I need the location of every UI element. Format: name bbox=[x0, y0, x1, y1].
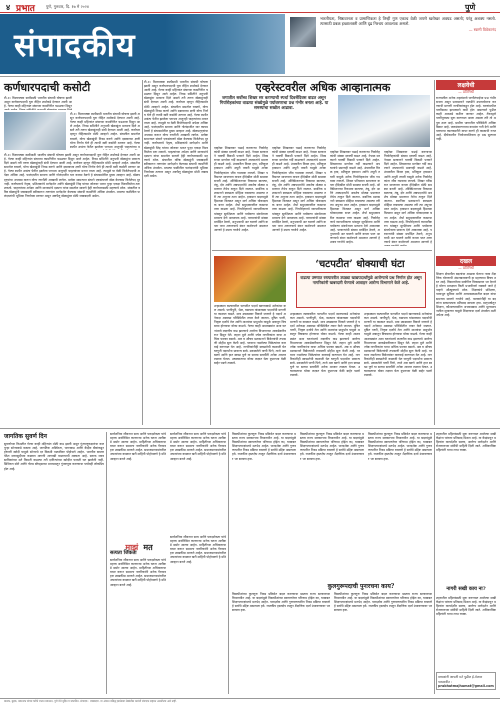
masthead-logo: प्रभात bbox=[16, 4, 35, 14]
reader-column-top-b: सार्वजनिक जीवनात सत्य आणि पारदर्शकता यांचे महत्त्व अधोरेखित करणाऱ्या अनेक घटना अलीकडे समोर आल्या आहेत. माहितीच्या अधिकाराचा वापर करून सामान्य नागरिकांनी अनेक गैरव्यवहार उघडकीस आणले आहेत. समाजमाध्यमांवरील अफवांच्या काळात खरी माहिती पोहोचवणे हे मोठे आव्हान बनले आहे. bbox=[170, 432, 226, 461]
reader-contact-box bbox=[436, 672, 496, 690]
sidebar-title: दखल bbox=[436, 256, 496, 266]
banner-artwork bbox=[165, 14, 285, 74]
divider bbox=[0, 76, 500, 77]
street-food-photo bbox=[214, 256, 286, 302]
author-portrait bbox=[290, 17, 316, 47]
headline-editorial-2: एव्हरेस्टवरील अधिक आव्हानात्मक bbox=[255, 81, 391, 94]
column-3-body: विद्यापीठांच्या कुलगुरू निवड प्रक्रियेत बदल करण्याचा प्रस्ताव राज्य सरकारच्या विचाराधीन आहे. या बदलांमुळे विद्यापीठांच्या स्वायत्ततेवर परिणाम होईल का, याबाबत शिक्षणतज्ज्ञांमध्ये मतभेद आहेत. पारदर्शक आणि गुणवत्ताधारित निवड प्रक्रिया राबवणे हे सर्वांचे उद्दिष्ट असायला हवे. राजकीय हस्तक्षेप टाळून शैक्षणिक दर्जा उंचावण्यावर भर द्यायला हवा. bbox=[232, 592, 330, 613]
city-name: पुणे bbox=[465, 3, 476, 12]
column-3-top-a: विद्यापीठांच्या कुलगुरू निवड प्रक्रियेत बदल करण्याचा प्रस्ताव राज्य सरकारच्या विचाराधीन आहे. या बदलांमुळे विद्यापीठांच्या स्वायत्ततेवर परिणाम होईल का, याबाबत शिक्षणतज्ज्ञांमध्ये मतभेद आहेत. पारदर्शक आणि गुणवत्ताधारित निवड प्रक्रिया राबवणे हे सर्वांचे उद्दिष्ट असायला हवे. राजकीय हस्तक्षेप टाळून शैक्षणिक दर्जा उंचावण्यावर भर द्यायला हवा. bbox=[232, 432, 296, 461]
headline-editorial-1: कर्णधारपदाची कसोटी bbox=[4, 81, 91, 94]
column-3-top-c: विद्यापीठांच्या कुलगुरू निवड प्रक्रियेत बदल करण्याचा प्रस्ताव राज्य सरकारच्या विचाराधीन आहे. या बदलांमुळे विद्यापीठांच्या स्वायत्ततेवर परिणाम होईल का, याबाबत शिक्षणतज्ज्ञांमध्ये मतभेद आहेत. पारदर्शक आणि गुणवत्ताधारित निवड प्रक्रिया राबवणे हे सर्वांचे उद्दिष्ट असायला हवे. राजकीय हस्तक्षेप टाळून शैक्षणिक दर्जा उंचावण्यावर भर द्यायला हवा. bbox=[368, 432, 432, 461]
sidebar-byline: — प्रतिनिधी bbox=[458, 266, 474, 270]
page-header bbox=[0, 0, 500, 13]
editorial-1-body: टी-२० विश्वचषक स्पर्धेसाठी भारतीय संघाची घोषणा झाली असून कर्णधारपदाची धुरा रोहित शर्माकडे देण्यात आली आहे. गेल्या काही महिन्यांत संघाच्या कामगिरीत चढउतार दिसून आले आहेत. निवड समितीने अनुभवी खेळाडूंना प्राधान्य दिले असले तरी तरुण खेळाडूंनाही संधी देण्यात आली आहे. कर्णधार म्हणून रोहितसमोर मोठी आव्हाने आहेत. संघातील समतोल राखणे, योग्य खेळाडूंची निवड करणे आणि दबावाच्या क्षणी योग्य निर्णय घेणे ही त्याची खरी कसोटी ठरणार आहे. गेल्या स्पर्धेत उपांत्य फेरीत झालेला पराभव अजूनही चाहत्यांच्या मनात ताजा आहे. त्यामुळे या वेळी विजेतेपदाची अपेक्षा अधिक आहे. फलंदाजीत सातत्य आणि गोलंदाजीत धार कायम ठेवणे हे संघासमोरील मुख्य आव्हान आहे. खेळपट्ट्यांचा अभ्यास करून योग्य रणनीती आखावी लागेल. प्रत्येक सामन्यात संघाने एकसंघपणे खेळ केल्यास विजेतेपद दूर नाही. कर्णधाराचे नेतृत्व, प्रशिक्षकांचे मार्गदर्शन आणि खेळाडूंची जिद्द यांच्या जोरावर भारत पुन्हा एकदा विश्वविजेता ठरू शकतो. चाहत्यांच्या अपेक्षा आणि माध्यमांचे दडपण यांचा समतोल साधणे हेही कर्णधारासाठी महत्त्वाचे ठरेल. संघातील वरिष्ठ खेळाडूंनी जबाबदारी स्वीकारून तरुणांना मार्गदर्शन केल्यास संघाची कामगिरी अधिक उंचावेल. मधल्या फळीतील फलंदाजांची भूमिका निर्णायक ठरणार असून अष्टपैलू खेळाडूंवर मोठी जबाबदारी असेल. bbox=[4, 153, 140, 198]
sidebar-title: लक्षवेधी bbox=[436, 80, 496, 90]
column-4-body: शहरातील महिलांसाठी सुरू करण्यात आलेल्या सखी केंद्रांना चांगला प्रतिसाद मिळत आहे. या केंद्रांमधून महिलांना कायदेशीर सल्ला, आरोग्य मार्गदर्शन आणि रोजगाराच्या संधींची माहिती दिली जाते. अधिकाधिक महिलांनी याचा लाभ घ्यावा. bbox=[436, 596, 496, 617]
editorial-2-subtitle: जगातील सर्वोच्च शिखर सर करण्याची स्पर्धा दिवसेंदिवस वाढत असून गिर्यारोहकांच्या वाढत्या संख्येमुळे पर्यावरणाचा प्रश्न गंभीर बनला आहे. या समस्यांचा सखोल आढावा. bbox=[219, 95, 329, 110]
column-divider bbox=[106, 432, 107, 694]
column-2-body: सार्वजनिक जीवनात सत्य आणि पारदर्शकता यांचे महत्त्व अधोरेखित करणाऱ्या अनेक घटना अलीकडे समोर आल्या आहेत. माहितीच्या अधिकाराचा वापर करून सामान्य नागरिकांनी अनेक गैरव्यवहार उघडकीस आणले आहेत. समाजमाध्यमांवरील अफवांच्या काळात खरी माहिती पोहोचवणे हे मोठे आव्हान बनले आहे. bbox=[110, 558, 166, 587]
editorial-banner bbox=[0, 14, 285, 74]
date-line: पुणे, गुरुवार, दि. १७ मे २०२४ bbox=[46, 4, 89, 9]
column-4-top: शहरातील महिलांसाठी सुरू करण्यात आलेल्या सखी केंद्रांना चांगला प्रतिसाद मिळत आहे. या केंद्रांमधून महिलांना कायदेशीर सल्ला, आरोग्य मार्गदर्शन आणि रोजगाराच्या संधींची माहिती दिली जाते. अधिकाधिक महिलांनी याचा लाभ घ्यावा. bbox=[436, 432, 496, 453]
column-1-body: सुवर्णाच्या किमतीत गेल्या काही महिन्यांत मोठी वाढ झाली असून गुंतवणूकदारांचा कल पुन्हा सोन्याकडे वळला आहे. जागतिक अस्थिरता, चलनवाढ आणि केंद्रीय बँकांकडून होणारी खरेदी यामुळे सोन्याचे दर विक्रमी पातळीवर पोहोचले आहेत. भारतीय बाजारपेठेत सणासुदीच्या काळात मागणी आणखी वाढण्याची शक्यता आहे. सराफ व्यावसायिकांच्या मते किमती वाढल्या तरी दागिन्यांच्या खरेदीत फारशी घट झालेली नाही. डिजिटल सोने आणि गोल्ड बॉण्ड्सच्या माध्यमातून गुंतवणूक करण्याचा पर्यायही लोकप्रिय होत आहे. bbox=[4, 442, 104, 471]
cricket-photo bbox=[4, 112, 66, 150]
editorial-1-intro: टी-२० विश्वचषक स्पर्धेसाठी भारतीय संघाची घोषणा झाली असून कर्णधारपदाची धुरा रोहित शर्माकडे देण्यात आली आहे. गेल्या काही महिन्यांत संघाच्या कामगिरीत चढउतार दिसून bbox=[4, 96, 72, 109]
column-3-title: कुलगुरूपदाची पुनःरचना काय? bbox=[327, 583, 395, 590]
imprint-footer: मालक, मुद्रक, प्रकाशक यांच्या वतीने प्रभात प्रकाशन, पुणे येथे मुद्रित व प्रकाशित. संपादक : जबाबदार. या अंकात प्रसिद्ध झालेल्या लेखांतील मतांशी संपादक सहमत असतीलच असे नाही. bbox=[0, 698, 500, 708]
headline-feature: ‘चटपटीत’ धोक्याची घंटा bbox=[315, 259, 405, 270]
feature-col-2: उन्हाळ्यात रस्त्यावरील चटपटीत पदार्थ खाण्याकडे अनेकांचा कल असतो. पाणीपुरी, भेळ, वडापाव यांसारख्या पदार्थांची मागणी या काळात वाढते. मात्र उघड्यावर विकले जाणारे हे पदार्थ अनेकदा अस्वच्छ परिस्थितीत तयार केले जातात. दूषित पाणी, निकृष्ट दर्जाचे तेल आणि माश्यांचा प्रादुर्भाव यामुळे अन्नातून विषबाधा होण्याचा धोका वाढतो. गेल्या काही आठवड्यांत अशा घटनांमध्ये लक्षणीय वाढ झाल्याचे आरोग्य विभागाच्या आकडेवारीवरून दिसून येते. लहान मुले आणि ज्येष्ठ नागरिकांना याचा अधिक फटका बसतो. अन्न व औषध प्रशासनाने विक्रेत्यांची तपासणी मोहीम सुरू केली आहे. परवाना नसलेल्या विक्रेत्यांवर कारवाई करण्यात येत आहे. नागरिकांनीही स्वच्छतेची काळजी घेत घरगुती पदार्थांना प्राधान्य द्यावे. उकळलेले पाणी पिणे, ताजे अन्न खाणे आणि हात स्वच्छ धुणे या साध्या सवयींनी अनेक आजार टाळता येतात. उष्माघाताचा धोका लक्षात घेता दुपारच्या वेळी बाहेर पडणे टाळावे. bbox=[290, 312, 360, 378]
editorial-2-col-4: एव्हरेस्ट शिखरावर चढाई करणाऱ्या गिर्यारोहकांची संख्या दरवर्षी वाढत आहे. नेपाळ सरकारने यावर्षी विक्रमी परवाने दिले आहेत. शिखराच्या मार्गावर गर्दी वाढल्याने अपघातांचे प्रमाणही वाढले आहे. उंचावरील विरळ हवा, प्रतिकूल हवामान आणि अपुरी तयारी यामुळे अनेक गिर्यारोहकांना जीव गमवावा लागतो. शिखर परिसरात साचणारा कचरा हीदेखील मोठी समस्या बनली आहे. ऑक्सिजनच्या रिकाम्या बाटल्या, तंबू, दोर आणि अन्नपदार्थांचे अवशेष मोठ्या प्रमाणात तेथेच टाकून दिले जातात. स्थानिक प्रशासनाने स्वच्छता मोहिमा राबवल्या असल्या तरी त्या अपुऱ्या ठरत आहेत. हवामान बदलामुळे हिमनद्या वितळत असून मार्ग अधिक धोकादायक बनत आहेत. शेर्पा समुदायावरील कामाचा ताण वाढला आहे. गिर्यारोहणाचे व्यापारीकरण थांबवून सुरक्षितता आणि पर्यावरण संवर्धनाला प्राधान्य देणे आवश्यक आहे. परवान्यांची संख्या मर्यादित ठेवणे, अनुभवाची अट घालणे आणि कचरा परत आणण्याचे बंधन कठोरपणे अमलात आणणे हे bbox=[384, 150, 432, 245]
divider bbox=[0, 428, 500, 429]
feature-subtitle-box bbox=[296, 272, 426, 308]
editorial-1-col-a-top: टी-२० विश्वचषक स्पर्धेसाठी भारतीय संघाची घोषणा झाली असून कर्णधारपदाची धुरा रोहित शर्माकडे देण्यात आली आहे. गेल्या काही महिन्यांत संघाच्या कामगिरीत चढउतार दिसून आले आहेत. निवड समितीने अनुभवी खेळाडूंना प्राधान्य दिले असले तरी तरुण खेळाडूंनाही संधी देण्यात आली आहे. कर्णधार म्हणून रोहितसमोर मोठी आव्हाने आहेत. संघातील समतोल राखणे, योग्य खेळाडूंची निवड करणे आणि दबावाच्या क्षणी योग्य निर्णय घेणे ही त्याची खरी कसोटी ठरणार आहे. गेल्या स्पर्धेत उपांत्य फेरीत झालेला पराभव अजूनही चाहत्यांच्या म bbox=[70, 112, 140, 149]
sidebar-byline: — प्रतिनिधी bbox=[458, 90, 474, 94]
sidebar-lakshvedhi bbox=[436, 80, 496, 95]
reader-column-label: माझं bbox=[125, 542, 139, 552]
everest-photo bbox=[338, 95, 430, 147]
feature-subtitle: वाढत्या उष्म्यात रस्त्यावरील उघड्या खाद्यपदार्थांमुळे आरोग्याचे प्रश्न निर्माण होत असून नागरिकांनी खबरदारी घेण्याचे आवाहन आरोग्य विभागाने केले आहे. bbox=[300, 275, 422, 285]
editorial-2-col-3: एव्हरेस्ट शिखरावर चढाई करणाऱ्या गिर्यारोहकांची संख्या दरवर्षी वाढत आहे. नेपाळ सरकारने यावर्षी विक्रमी परवाने दिले आहेत. शिखराच्या मार्गावर गर्दी वाढल्याने अपघातांचे प्रमाणही वाढले आहे. उंचावरील विरळ हवा, प्रतिकूल हवामान आणि अपुरी तयारी यामुळे अनेक गिर्यारोहकांना जीव गमवावा लागतो. शिखर परिसरात साचणारा कचरा हीदेखील मोठी समस्या बनली आहे. ऑक्सिजनच्या रिकाम्या बाटल्या, तंबू, दोर आणि अन्नपदार्थांचे अवशेष मोठ्या प्रमाणात तेथेच टाकून दिले जातात. स्थानिक प्रशासनाने स्वच्छता मोहिमा राबवल्या असल्या तरी त्या अपुऱ्या ठरत आहेत. हवामान बदलामुळे हिमनद्या वितळत असून मार्ग अधिक धोकादायक बनत आहेत. शेर्पा समुदायावरील कामाचा ताण वाढला आहे. गिर्यारोहणाचे व्यापारीकरण थांबवून सुरक्षितता आणि पर्यावरण संवर्धनाला प्राधान्य देणे आवश्यक आहे. परवान्यांची संख्या मर्यादित ठेवणे, अनुभवाची अट घालणे आणि कचरा परत आणण्याचे बंधन कठोरपणे अमलात आणणे हे उपाय गरजेचे आहेत. bbox=[330, 150, 380, 245]
banner-title: संपादकीय bbox=[14, 26, 136, 64]
column-2-body-b: सार्वजनिक जीवनात सत्य आणि पारदर्शकता यांचे महत्त्व अधोरेखित करणाऱ्या अनेक घटना अलीकडे समोर आल्या आहेत. माहितीच्या अधिकाराचा वापर करून सामान्य नागरिकांनी अनेक गैरव्यवहार उघडकीस आणले आहेत. समाजमाध्यमांवरील अफवांच्या काळात खरी माहिती पोहोचवणे हे मोठे आव्हान बनले आहे. bbox=[170, 535, 226, 564]
column-3-top-b: विद्यापीठांच्या कुलगुरू निवड प्रक्रियेत बदल करण्याचा प्रस्ताव राज्य सरकारच्या विचाराधीन आहे. या बदलांमुळे विद्यापीठांच्या स्वायत्ततेवर परिणाम होईल का, याबाबत शिक्षणतज्ज्ञांमध्ये मतभेद आहेत. पारदर्शक आणि गुणवत्ताधारित निवड प्रक्रिया राबवणे हे सर्वांचे उद्दिष्ट असायला हवे. राजकीय हस्तक्षेप टाळून शैक्षणिक दर्जा उंचावण्यावर भर द्यायला हवा. bbox=[300, 432, 364, 461]
feature-col-3: उन्हाळ्यात रस्त्यावरील चटपटीत पदार्थ खाण्याकडे अनेकांचा कल असतो. पाणीपुरी, भेळ, वडापाव यांसारख्या पदार्थांची मागणी या काळात वाढते. मात्र उघड्यावर विकले जाणारे हे पदार्थ अनेकदा अस्वच्छ परिस्थितीत तयार केले जातात. दूषित पाणी, निकृष्ट दर्जाचे तेल आणि माश्यांचा प्रादुर्भाव यामुळे अन्नातून विषबाधा होण्याचा धोका वाढतो. गेल्या काही आठवड्यांत अशा घटनांमध्ये लक्षणीय वाढ झाल्याचे आरोग्य विभागाच्या आकडेवारीवरून दिसून येते. लहान मुले आणि ज्येष्ठ नागरिकांना याचा अधिक फटका बसतो. अन्न व औषध प्रशासनाने विक्रेत्यांची तपासणी मोहीम सुरू केली आहे. परवाना नसलेल्या विक्रेत्यांवर कारवाई करण्यात येत आहे. नागरिकांनीही स्वच्छतेची काळजी घेत घरगुती पदार्थांना प्राधान्य द्यावे. उकळलेले पाणी पिणे, ताजे अन्न खाणे आणि हात स्वच्छ धुणे या साध्या सवयींनी अनेक आजार टाळता येतात. उष्माघाताचा धोका लक्षात घेता दुपारच्या वेळी बाहेर पडणे टाळावे. bbox=[364, 312, 432, 378]
column-divider bbox=[228, 432, 229, 694]
reader-contact-line: वाचकांनी आपली मते पुढील ई-मेलवर पाठवावीत : bbox=[438, 675, 483, 684]
sidebar-1-body: राज्यातील अनेक शहरांमध्ये पाणीटंचाईचा प्रश्न गंभीर बनला असून प्रशासनाने तातडीने उपाययोजना करण्याची मागणी नागरिकांकडून होत आहे. धरणांमधील पाणीसाठा झपाट्याने कमी होत असल्याने पुढील काही आठवडे कठीण जाणार आहेत. टँकरद्वारे पाणीपुरवठा सुरू करण्यात आला असला तरी तो अपुरा ठरत आहे. ग्रामीण भागातील परिस्थिती अधिक बिकट आहे. जलसंधारणाच्या कामांना गती देणे आणि पाण्याचा काटकसरीने वापर करणे ही काळाची गरज आहे. दीर्घकालीन नियोजनाशिवाय हा प्रश्न सुटणार नाही. bbox=[436, 96, 496, 141]
sidebar-dakhal bbox=[436, 256, 496, 271]
sidebar-2-body: शिक्षण क्षेत्रातील बदलांचा आढावा घेताना नव्या शैक्षणिक धोरणाची अंमलबजावणी हा महत्त्वाचा विषय ठरत आहे. विद्यार्थ्यांच्या सर्वांगीण विकासावर भर देणारे हे धोरण प्रत्यक्षात किती प्रभावीपणे राबवले जाते हे पाहणे औत्सुक्याचे ठरेल. शिक्षकांचे प्रशिक्षण, पायाभूत सुविधा आणि अभ्यासक्रमातील बदल यांचा समन्वय साधणे गरजेचे आहे. पालकांनीही या बदलांना सकारात्मक प्रतिसाद द्यायला हवा. मातृभाषेतून शिक्षण, कौशल्याधारित अभ्यासक्रम आणि मूल्यमापनातील सुधारणा यामुळे शिक्षणाचा दर्जा उंचावेल अशी अपेक्षा आहे. bbox=[436, 272, 496, 317]
column-divider bbox=[210, 80, 211, 425]
reader-contact-email[interactable]: prabhatmajhamat@gmail.com bbox=[438, 684, 494, 688]
column-divider bbox=[434, 432, 435, 694]
column-2-title: सत्यता जिंकता bbox=[110, 550, 137, 556]
editorial-1-body-col-2: टी-२० विश्वचषक स्पर्धेसाठी भारतीय संघाची घोषणा झाली असून कर्णधारपदाची धुरा रोहित शर्माकडे देण्यात आली आहे. गेल्या काही महिन्यांत संघाच्या कामगिरीत चढउतार दिसून आले आहेत. निवड समितीने अनुभवी खेळाडूंना प्राधान्य दिले असले तरी तरुण खेळाडूंनाही संधी देण्यात आली आहे. कर्णधार म्हणून रोहितसमोर मोठी आव्हाने आहेत. संघातील समतोल राखणे, योग्य खेळाडूंची निवड करणे आणि दबावाच्या क्षणी योग्य निर्णय घेणे ही त्याची खरी कसोटी ठरणार आहे. गेल्या स्पर्धेत उपांत्य फेरीत झालेला पराभव अजूनही चाहत्यांच्या मनात ताजा आहे. त्यामुळे या वेळी विजेतेपदाची अपेक्षा अधिक आहे. फलंदाजीत सातत्य आणि गोलंदाजीत धार कायम ठेवणे हे संघासमोरील मुख्य आव्हान आहे. खेळपट्ट्यांचा अभ्यास करून योग्य रणनीती आखावी लागेल. प्रत्येक सामन्यात संघाने एकसंघपणे खेळ केल्यास विजेतेपद दूर नाही. कर्णधाराचे नेतृत्व, प्रशिक्षकांचे मार्गदर्शन आणि खेळाडूंची जिद्द यांच्या जोरावर भारत पुन्हा एकदा विश्वविजेता ठरू शकतो. चाहत्यांच्या अपेक्षा आणि माध्यमांचे दडपण यांचा समतोल साधणे हेही कर्णधारासाठी महत्त्वाचे ठरेल. संघातील वरिष्ठ खेळाडूंनी जबाबदारी स्वीकारून तरुणांना मार्गदर्शन केल्यास संघाची कामगिरी अधिक उंचावेल. मधल्या फळीतील फलंदाजांची भूमिका निर्णायक ठरणार असून अष्टपैलू खेळाडूंवर मोठी जबाबदारी असेल. bbox=[144, 80, 208, 179]
column-4-title: नागरी सखी काय ना? bbox=[446, 586, 486, 592]
page-number: ४ bbox=[6, 3, 11, 12]
column-1-title: जागतिक सुवर्ण दिन bbox=[4, 433, 47, 440]
column-divider bbox=[142, 80, 143, 425]
column-3-body-b: विद्यापीठांच्या कुलगुरू निवड प्रक्रियेत बदल करण्याचा प्रस्ताव राज्य सरकारच्या विचाराधीन आहे. या बदलांमुळे विद्यापीठांच्या स्वायत्ततेवर परिणाम होईल का, याबाबत शिक्षणतज्ज्ञांमध्ये मतभेद आहेत. पारदर्शक आणि गुणवत्ताधारित निवड प्रक्रिया राबवणे हे सर्वांचे उद्दिष्ट असायला हवे. राजकीय हस्तक्षेप टाळून शैक्षणिक दर्जा उंचावण्यावर भर द्यायला हवा. bbox=[334, 592, 432, 613]
reader-column-top-a: सार्वजनिक जीवनात सत्य आणि पारदर्शकता यांचे महत्त्व अधोरेखित करणाऱ्या अनेक घटना अलीकडे समोर आल्या आहेत. माहितीच्या अधिकाराचा वापर करून सामान्य नागरिकांनी अनेक गैरव्यवहार उघडकीस आणले आहेत. समाजमाध्यमांवरील अफवांच्या काळात खरी माहिती पोहोचवणे हे मोठे आव्हान बनले आहे. bbox=[110, 432, 166, 461]
editorial-2-col-2: एव्हरेस्ट शिखरावर चढाई करणाऱ्या गिर्यारोहकांची संख्या दरवर्षी वाढत आहे. नेपाळ सरकारने यावर्षी विक्रमी परवाने दिले आहेत. शिखराच्या मार्गावर गर्दी वाढल्याने अपघातांचे प्रमाणही वाढले आहे. उंचावरील विरळ हवा, प्रतिकूल हवामान आणि अपुरी तयारी यामुळे अनेक गिर्यारोहकांना जीव गमवावा लागतो. शिखर परिसरात साचणारा कचरा हीदेखील मोठी समस्या बनली आहे. ऑक्सिजनच्या रिकाम्या बाटल्या, तंबू, दोर आणि अन्नपदार्थांचे अवशेष मोठ्या प्रमाणात तेथेच टाकून दिले जातात. स्थानिक प्रशासनाने स्वच्छता मोहिमा राबवल्या असल्या तरी त्या अपुऱ्या ठरत आहेत. हवामान बदलामुळे हिमनद्या वितळत असून मार्ग अधिक धोकादायक बनत आहेत. शेर्पा समुदायावरील कामाचा ताण वाढला आहे. गिर्यारोहणाचे व्यापारीकरण थांबवून सुरक्षितता आणि पर्यावरण संवर्धनाला प्राधान्य देणे आवश्यक आहे. परवान्यांची संख्या मर्यादित ठेवणे, अनुभवाची अट घालणे आणि कचरा परत आणण्याचे बंधन कठोरपणे अमलात आणणे हे उपाय गरजेचे आहेत. bbox=[272, 146, 326, 232]
quote-author: — स्वामी विवेकानंद bbox=[468, 27, 496, 33]
divider bbox=[212, 250, 432, 251]
editorial-2-col-1: एव्हरेस्ट शिखरावर चढाई करणाऱ्या गिर्यारोहकांची संख्या दरवर्षी वाढत आहे. नेपाळ सरकारने यावर्षी विक्रमी परवाने दिले आहेत. शिखराच्या मार्गावर गर्दी वाढल्याने अपघातांचे प्रमाणही वाढले आहे. उंचावरील विरळ हवा, प्रतिकूल हवामान आणि अपुरी तयारी यामुळे अनेक गिर्यारोहकांना जीव गमवावा लागतो. शिखर परिसरात साचणारा कचरा हीदेखील मोठी समस्या बनली आहे. ऑक्सिजनच्या रिकाम्या बाटल्या, तंबू, दोर आणि अन्नपदार्थांचे अवशेष मोठ्या प्रमाणात तेथेच टाकून दिले जातात. स्थानिक प्रशासनाने स्वच्छता मोहिमा राबवल्या असल्या तरी त्या अपुऱ्या ठरत आहेत. हवामान बदलामुळे हिमनद्या वितळत असून मार्ग अधिक धोकादायक बनत आहेत. शेर्पा समुदायावरील कामाचा ताण वाढला आहे. गिर्यारोहणाचे व्यापारीकरण थांबवून सुरक्षितता आणि पर्यावरण संवर्धनाला प्राधान्य देणे आवश्यक आहे. परवान्यांची संख्या मर्यादित ठेवणे, अनुभवाची अट घालणे आणि कचरा परत आणण्याचे बंधन कठोरपणे अमलात आणणे हे उपाय गरजेचे आहेत. bbox=[214, 146, 268, 232]
quote-block bbox=[320, 16, 496, 62]
reader-column-label-2: मत bbox=[143, 542, 153, 552]
column-divider bbox=[434, 80, 435, 425]
feature-col-1: उन्हाळ्यात रस्त्यावरील चटपटीत पदार्थ खाण्याकडे अनेकांचा कल असतो. पाणीपुरी, भेळ, वडापाव यांसारख्या पदार्थांची मागणी या काळात वाढते. मात्र उघड्यावर विकले जाणारे हे पदार्थ अनेकदा अस्वच्छ परिस्थितीत तयार केले जातात. दूषित पाणी, निकृष्ट दर्जाचे तेल आणि माश्यांचा प्रादुर्भाव यामुळे अन्नातून विषबाधा होण्याचा धोका वाढतो. गेल्या काही आठवड्यांत अशा घटनांमध्ये लक्षणीय वाढ झाल्याचे आरोग्य विभागाच्या आकडेवारीवरून दिसून येते. लहान मुले आणि ज्येष्ठ नागरिकांना याचा अधिक फटका बसतो. अन्न व औषध प्रशासनाने विक्रेत्यांची तपासणी मोहीम सुरू केली आहे. परवाना नसलेल्या विक्रेत्यांवर कारवाई करण्यात येत आहे. नागरिकांनीही स्वच्छतेची काळजी घेत घरगुती पदार्थांना प्राधान्य द्यावे. उकळलेले पाणी पिणे, ताजे अन्न खाणे आणि हात स्वच्छ धुणे या साध्या सवयींनी अनेक आजार टाळता येतात. उष्माघाताचा धोका लक्षात घेता दुपारच्या वेळी बाहेर पडणे टाळावे. bbox=[214, 304, 286, 366]
quote-text: भारतीयता, निष्ठावानता व प्रामाणिकता हे तिन्ही गुण एकाच वेळी जपणे खरोखर अवघड असतो; परंतु अशक्य नसतो. त्यासाठी प्रबळ इच्छाशक्ती आणि दृढ निश्चय आवश्यक असतो. bbox=[320, 16, 496, 27]
